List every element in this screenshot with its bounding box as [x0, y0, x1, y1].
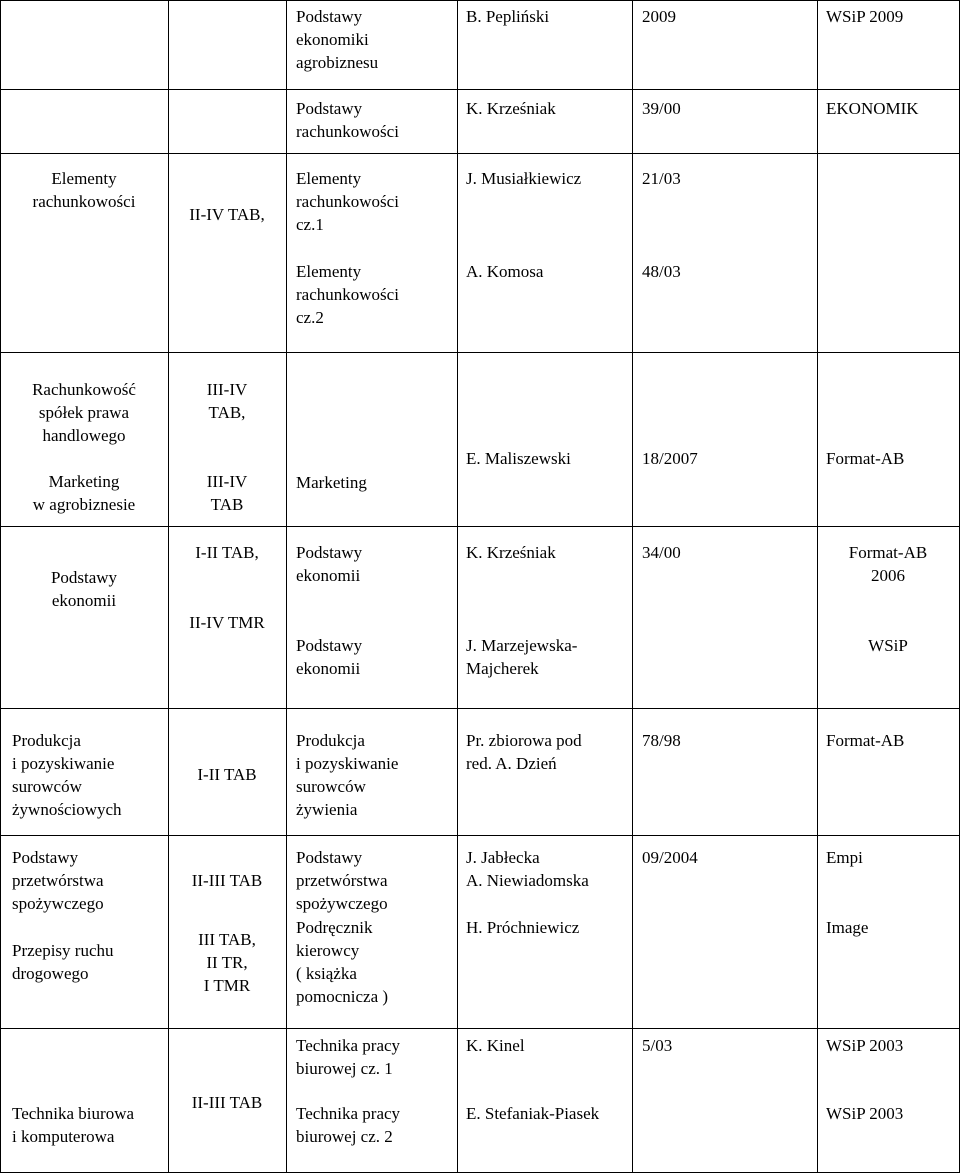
subject-cell: Podstawy przetwórstwa spożywczego	[12, 848, 104, 913]
author-cell: K. Kinel	[466, 1036, 525, 1055]
subject-cell: Rachunkowość spółek prawa handlowego	[32, 380, 136, 445]
author-cell: B. Pepliński	[466, 7, 550, 26]
publisher-cell: Format-AB 2006	[848, 543, 928, 585]
author-cell: J. Musiałkiewicz	[466, 169, 582, 188]
publisher-cell: Empi	[826, 848, 863, 867]
publisher-cell: Format-AB	[826, 731, 905, 750]
subject-cell: Technika biurowa i komputerowa	[12, 1104, 135, 1146]
publisher-cell: WSiP 2003	[826, 1036, 904, 1055]
subject-cell: Podstawy ekonomii	[50, 568, 118, 610]
subject-cell: Produkcja i pozyskiwanie surowców żywnościowych	[12, 731, 122, 819]
table-rule	[632, 0, 633, 1173]
author-cell: Pr. zbiorowa pod red. A. Dzień	[466, 731, 582, 773]
publisher-cell: WSiP 2003	[826, 1104, 904, 1123]
author-cell: E. Stefaniak-Piasek	[466, 1104, 600, 1123]
title-cell: Produkcja i pozyskiwanie surowców żywienia	[296, 731, 399, 819]
level-cell: II-III TAB	[191, 1093, 263, 1112]
number-cell: 48/03	[642, 262, 681, 281]
author-cell: K. Krześniak	[466, 543, 556, 562]
level-cell: III-IV TAB	[206, 472, 248, 514]
table-rule	[0, 89, 960, 90]
publisher-cell: Format-AB	[826, 449, 905, 468]
author-cell: E. Maliszewski	[466, 449, 571, 468]
number-cell: 18/2007	[642, 449, 698, 468]
level-cell: II-III TAB	[191, 871, 263, 890]
level-cell: III TAB, II TR, I TMR	[198, 930, 256, 995]
title-cell: Marketing	[296, 473, 367, 492]
number-cell: 39/00	[642, 99, 681, 118]
publisher-cell: WSiP 2009	[826, 7, 904, 26]
title-cell: Podstawy rachunkowości	[296, 99, 399, 141]
level-cell: I-II TAB	[197, 765, 257, 784]
table-rule	[0, 708, 960, 709]
title-cell: Podręcznik kierowcy ( książka pomocnicza )	[296, 918, 389, 1006]
number-cell: 34/00	[642, 543, 681, 562]
author-cell: J. Jabłecka A. Niewiadomska	[466, 848, 589, 890]
table-rule	[0, 1028, 960, 1029]
author-cell: A. Komosa	[466, 262, 544, 281]
title-cell: Podstawy ekonomii	[296, 543, 363, 585]
level-cell: II-IV TAB,	[189, 205, 265, 224]
subject-cell: Elementy rachunkowości	[32, 169, 136, 211]
table-rule	[0, 835, 960, 836]
subject-cell: Przepisy ruchu drogowego	[12, 941, 114, 983]
publisher-cell: WSiP	[868, 636, 908, 655]
number-cell: 5/03	[642, 1036, 673, 1055]
level-cell: III-IV TAB,	[206, 380, 248, 422]
publisher-cell: Image	[826, 918, 869, 937]
table-rule	[286, 0, 287, 1173]
publisher-cell: EKONOMIK	[826, 99, 919, 118]
table-rule	[0, 153, 960, 154]
table-rule	[457, 0, 458, 1173]
author-cell: H. Próchniewicz	[466, 918, 580, 937]
number-cell: 78/98	[642, 731, 681, 750]
table-rule	[168, 0, 169, 1173]
number-cell: 09/2004	[642, 848, 698, 867]
table-rule	[0, 526, 960, 527]
title-cell: Elementy rachunkowości cz.2	[296, 262, 399, 327]
title-cell: Podstawy przetwórstwa spożywczego	[296, 848, 388, 913]
title-cell: Technika pracy biurowej cz. 2	[296, 1104, 401, 1146]
table-rule	[0, 0, 960, 1]
level-cell: I-II TAB,	[195, 543, 259, 562]
title-cell: Podstawy ekonomiki agrobiznesu	[296, 7, 379, 72]
title-cell: Technika pracy biurowej cz. 1	[296, 1036, 401, 1078]
title-cell: Podstawy ekonomii	[296, 636, 363, 678]
number-cell: 21/03	[642, 169, 681, 188]
level-cell: II-IV TMR	[189, 613, 265, 632]
title-cell: Elementy rachunkowości cz.1	[296, 169, 399, 234]
author-cell: J. Marzejewska- Majcherek	[466, 636, 578, 678]
table-rule	[0, 352, 960, 353]
subject-cell: Marketing w agrobiznesie	[32, 472, 136, 514]
number-cell: 2009	[642, 7, 676, 26]
author-cell: K. Krześniak	[466, 99, 556, 118]
